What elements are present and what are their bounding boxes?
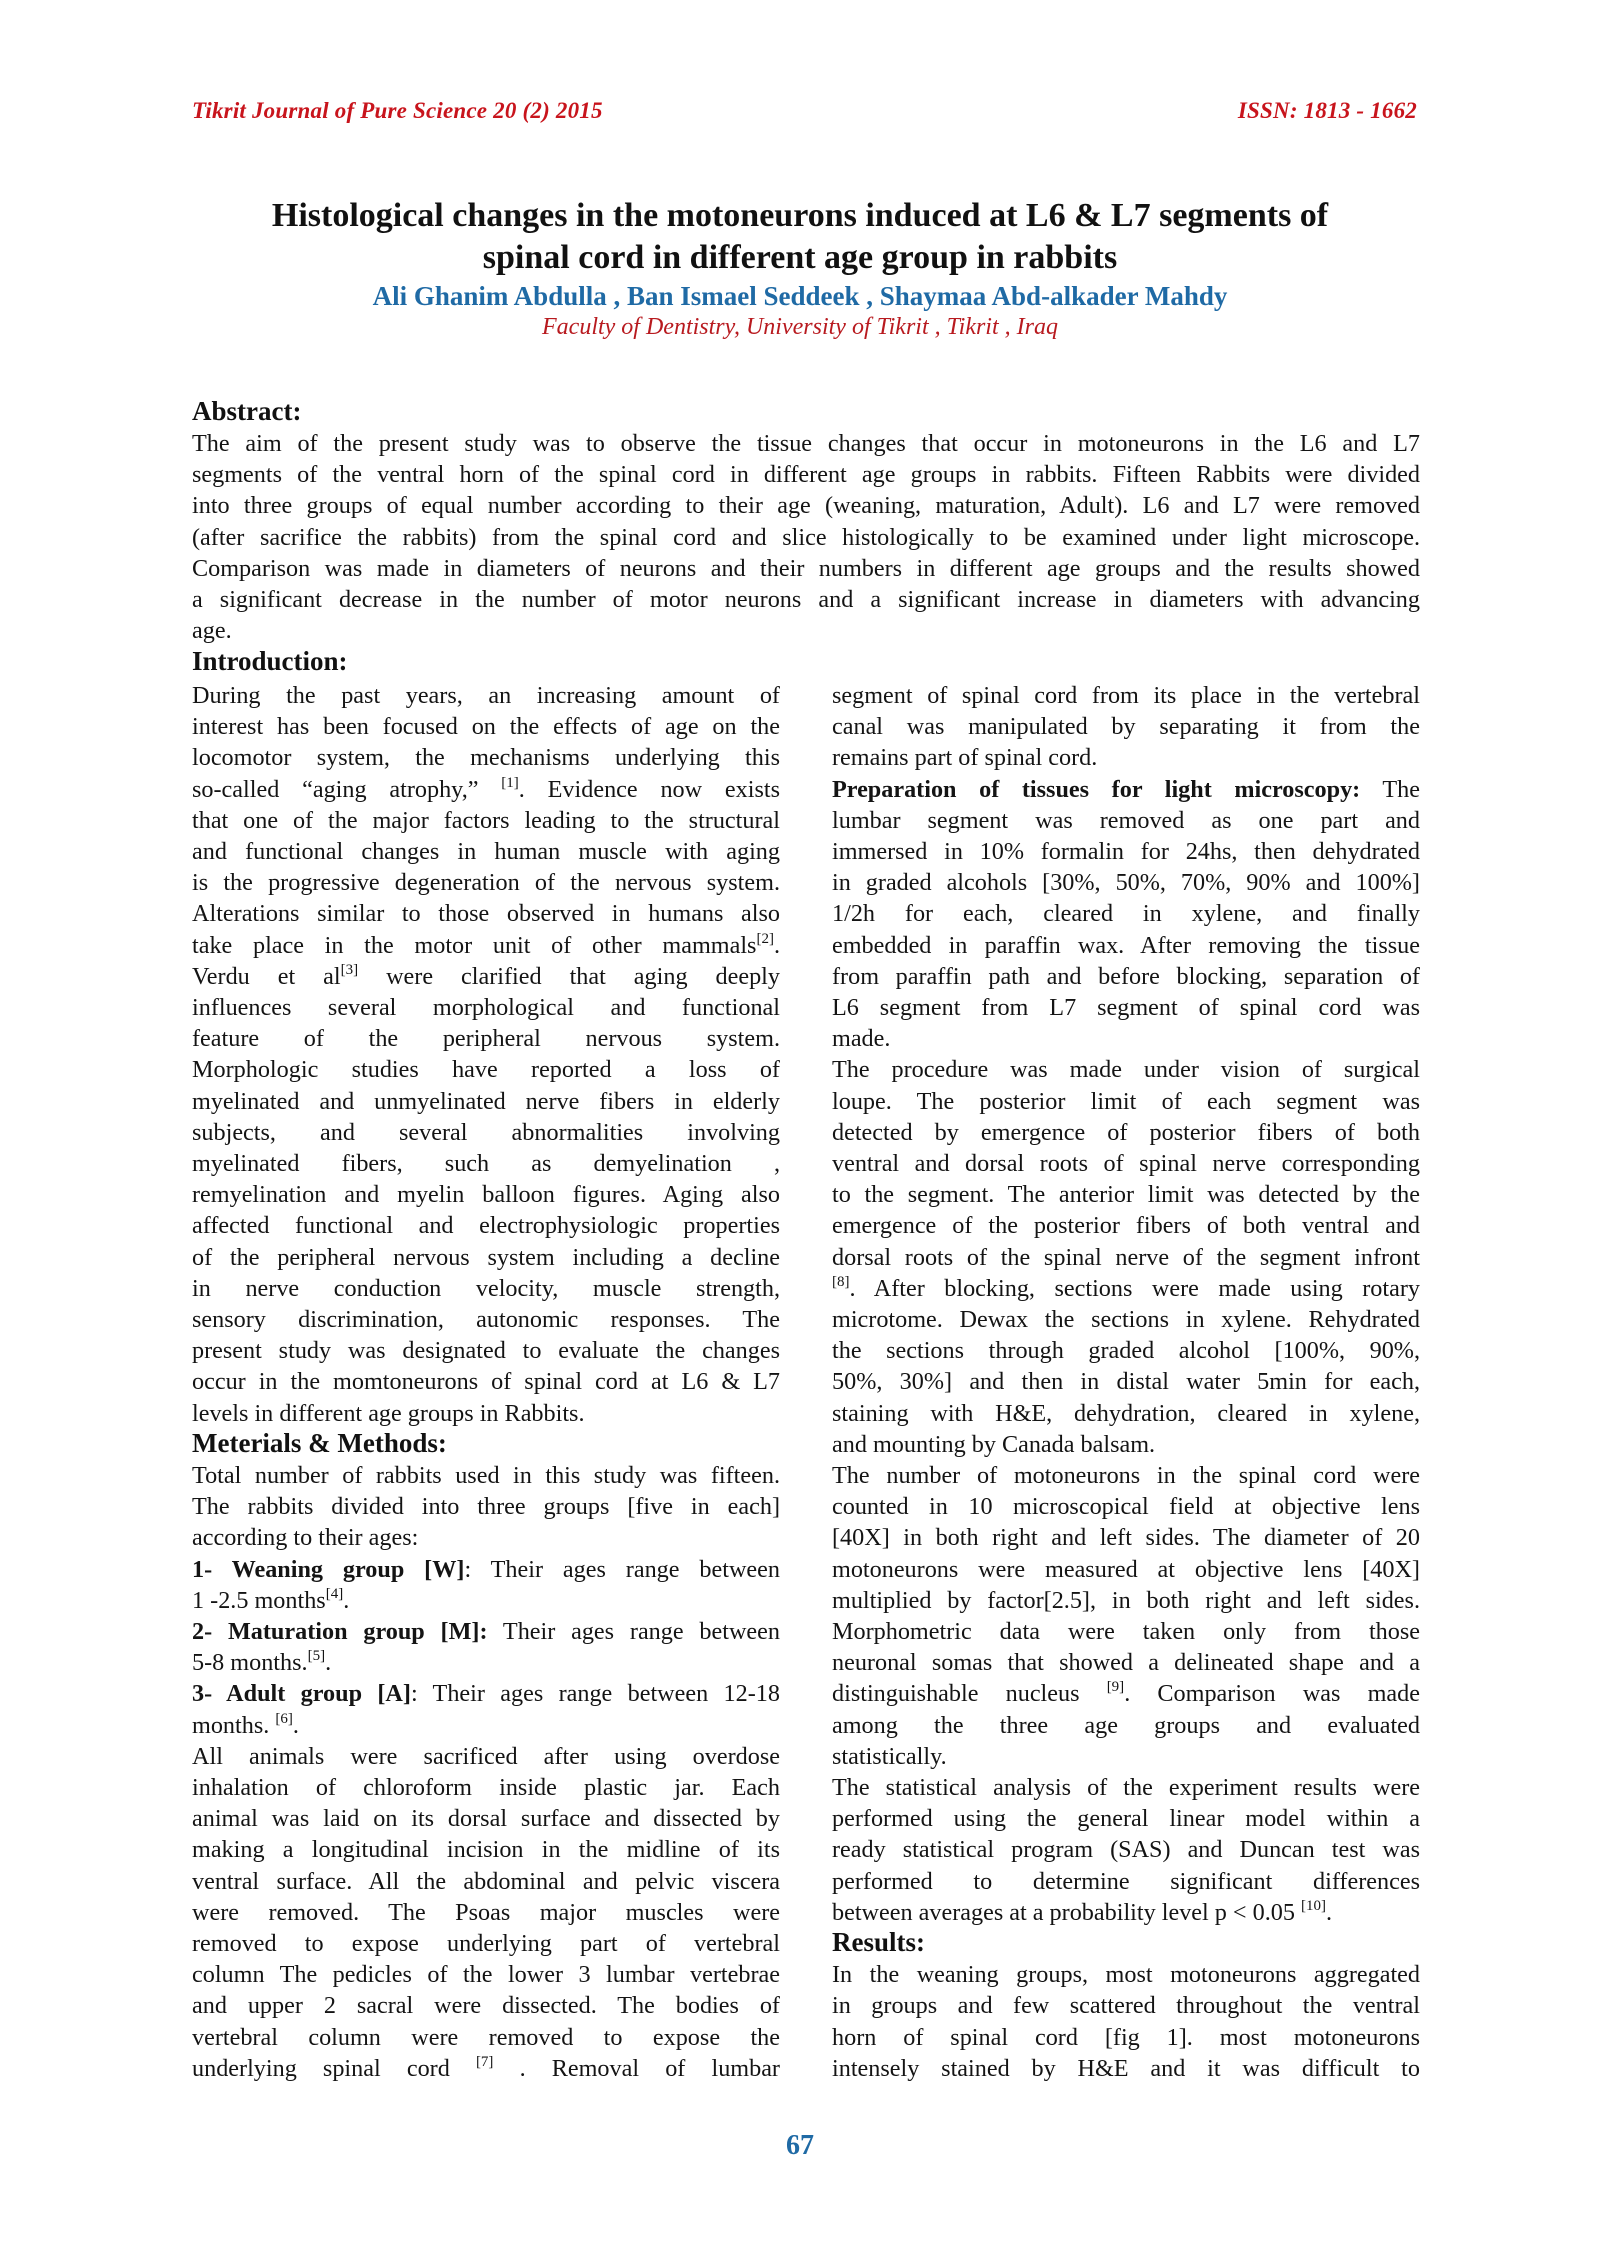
text-line [192,1242,780,1273]
text-line [192,1210,780,1241]
line-text: The [1360,775,1420,803]
text-line [832,930,1420,961]
text-line [192,1616,780,1647]
line-text: staining with H&E, dehydration, cleared in xylene, [832,1399,1420,1427]
abstract-line: a significant decrease in the number of motor neurons and a significant increase in diameters with advancing [192,586,1420,613]
paper-title-line-2: spinal cord in different age group in rabbits [482,239,1118,276]
line-text: horn of spinal cord [fig 1]. most motoneurons [832,2023,1420,2051]
text-line [192,1834,780,1865]
text-line [832,1429,1420,1460]
line-text: myelinated and unmyelinated nerve fibers in elderly [192,1087,780,1115]
text-line [192,1803,780,1834]
text-line [192,1460,780,1491]
line-text: between averages at a probability level p < 0.05 [832,1898,1301,1926]
citation-ref: [7] [475,2053,494,2070]
text-line [192,1928,780,1959]
line-text: The procedure was made under vision of surgical [832,1056,1420,1084]
line-text: microtome. Dewax the sections in xylene. Rehydrated [832,1306,1420,1333]
line-text: segment of spinal cord from its place in the vertebral [832,682,1420,709]
line-text: : Their ages range between [464,1555,780,1583]
line-text: and upper 2 sacral were dissected. The bodies of [192,1992,780,2020]
text-line [832,711,1420,742]
text-line [832,1366,1420,1397]
line-text: were removed. The Psoas major muscles were [192,1898,780,1926]
line-text: detected by emergence of posterior fibers of both [832,1118,1420,1146]
text-line [832,1741,1420,1772]
text-line [832,1866,1420,1897]
citation-ref: [3] [340,961,359,978]
text-line [192,1398,780,1429]
text-line [832,1179,1420,1210]
bold-label: 3- Adult group [A] [192,1680,411,1708]
line-text: in nerve conduction velocity, muscle strength, [192,1274,780,1302]
text-line [832,1054,1420,1085]
line-text: in groups and few scattered throughout the ventral [832,1992,1420,2020]
text-line [832,1023,1420,1054]
line-text: Total number of rabbits used in this study was fifteen. [192,1462,780,1489]
text-line [832,1398,1420,1429]
text-line [832,1210,1420,1241]
abstract-line: age. [192,617,232,645]
line-text-after: were clarified that aging deeply [358,962,780,990]
line-text: to the segment. The anterior limit was detected by the [832,1181,1420,1209]
text-line [192,1335,780,1366]
line-text: motoneurons were measured at objective lens [40X] [832,1555,1420,1583]
bold-label: Preparation of tissues for light microscopy: [832,775,1361,803]
line-text: intensely stained by H&E and it was difficult to [832,2054,1420,2082]
text-line [832,867,1420,898]
line-text: animal was laid on its dorsal surface and dissected by [192,1805,780,1833]
citation-ref: [8] [832,1273,850,1290]
abstract-line: into three groups of equal number according to their age (weaning, maturation, Adult). L6 and L7 were removed [192,492,1420,520]
line-text: making a longitudinal incision in the midline of its [192,1836,780,1864]
text-line [192,1678,780,1709]
line-text: in graded alcohols [30%, 50%, 70%, 90% and 100%] [832,869,1420,897]
line-text: dorsal roots of the spinal nerve of the segment infront [832,1243,1420,1271]
citation-ref: [10] [1301,1897,1326,1914]
line-text: present study was designated to evaluate the changes [192,1337,780,1365]
text-line [832,805,1420,836]
line-text: months. [192,1711,276,1739]
text-line [832,1647,1420,1678]
text-line [832,680,1420,711]
text-line [192,1990,780,2021]
line-text: the sections through graded alcohol [100%, 90%, [832,1337,1420,1365]
line-text: myelinated fibers, such as demyelination , [192,1150,780,1177]
line-text: The rabbits divided into three groups [five in each] [192,1493,780,1521]
line-text: underlying spinal cord [192,2054,476,2082]
line-text: of the peripheral nervous system including a decline [192,1243,780,1271]
line-text: multiplied by factor[2.5], in both right and left sides. [832,1586,1420,1614]
affiliation: Faculty of Dentistry, University of Tikrit , Tikrit , Iraq [542,314,1058,340]
line-text: L6 segment from L7 segment of spinal cord was [832,994,1420,1021]
author-list: Ali Ghanim Abdulla , Ban Ismael Seddeek , Shaymaa Abd-alkader Mahdy [372,281,1228,311]
line-text: . After blocking, sections were made using rotary [849,1274,1420,1302]
text-line [192,1772,780,1803]
line-text: among the three age groups and evaluated [832,1711,1420,1739]
text-line [832,1616,1420,1647]
line-text: feature of the peripheral nervous system. [192,1025,780,1053]
abstract-line: (after sacrifice the rabbits) from the spinal cord and slice histologically to be examined under light microscope. [192,523,1420,551]
line-text: neuronal somas that showed a delineated shape and a [832,1649,1420,1677]
line-text: loupe. The posterior limit of each segment was [832,1087,1420,1115]
text-line [192,1710,780,1741]
line-text: All animals were sacrificed after using overdose [192,1742,780,1770]
text-line [832,1803,1420,1834]
text-line [832,2053,1420,2084]
text-line [192,742,780,773]
line-text: 1 -2.5 months [192,1586,326,1614]
line-text: [40X] in both right and left sides. The diameter of 20 [832,1524,1420,1552]
text-line [192,898,780,929]
line-text: according to their ages: [192,1524,419,1552]
text-line [832,1086,1420,1117]
text-line [192,1054,780,1085]
line-text: ready statistical program (SAS) and Duncan test was [832,1836,1420,1864]
line-text-after: . Comparison was made [1124,1680,1420,1708]
line-text-after: . [292,1711,299,1739]
line-text: 1/2h for each, cleared in xylene, and finally [832,900,1420,928]
line-text: distinguishable nucleus [832,1680,1107,1708]
line-text: and mounting by Canada balsam. [832,1430,1156,1458]
line-text: remyelination and myelin balloon figures. Aging also [192,1181,780,1209]
line-text: emergence of the posterior fibers of both ventral and [832,1212,1420,1240]
line-text-after: . [773,931,780,959]
text-line [832,1678,1420,1709]
text-line [832,1304,1420,1335]
line-text: locomotor system, the mechanisms underlying this [192,744,780,772]
citation-ref: [9] [1106,1679,1125,1696]
line-text: removed to expose underlying part of vertebral [192,1930,780,1957]
text-line [832,961,1420,992]
text-line [192,930,780,961]
text-line [192,1897,780,1928]
text-line [192,774,780,805]
line-text: is the progressive degeneration of the nervous system. [192,869,780,897]
text-line [192,1585,780,1616]
introduction-heading: Introduction: [192,646,348,676]
line-text: counted in 10 microscopical field at objective lens [832,1493,1420,1521]
page-number: 67 [786,2130,814,2161]
abstract-line: segments of the ventral horn of the spinal cord in different age groups in rabbits. Fifteen Rabbits were divided [192,461,1420,489]
bold-label: 2- Maturation group [M]: [192,1618,488,1645]
line-text: and functional changes in human muscle with aging [192,838,780,865]
text-line [192,1866,780,1897]
text-line [192,1086,780,1117]
line-text: immersed in 10% formalin for 24hs, then dehydrated [832,838,1420,865]
text-line [192,867,780,898]
text-line [832,1772,1420,1803]
line-text: occur in the momtoneurons of spinal cord at L6 & L7 [192,1368,780,1396]
issn-header: ISSN: 1813 - 1662 [1237,98,1417,123]
text-line [832,898,1420,929]
line-text-after: . [343,1586,350,1614]
text-line [192,1273,780,1304]
line-text: 50%, 30%] and then in distal water 5min for each, [832,1368,1420,1396]
text-line [832,1834,1420,1865]
line-text: performed using the general linear model within a [832,1805,1420,1833]
text-line [192,961,780,992]
text-line [832,1522,1420,1553]
line-text: inhalation of chloroform inside plastic jar. Each [192,1774,780,1801]
line-text-after: . Evidence now exists [518,775,780,803]
text-line [192,805,780,836]
text-line [192,1179,780,1210]
text-line [832,1242,1420,1273]
bold-label: 1- Weaning group [W] [192,1555,465,1583]
text-line [832,1117,1420,1148]
line-text-after: . [325,1649,332,1677]
text-line [832,1554,1420,1585]
line-text: so-called “aging atrophy,” [192,775,502,803]
text-line [832,2022,1420,2053]
line-text-after: . Removal of lumbar [493,2054,780,2082]
citation-ref: [5] [307,1648,326,1665]
text-line [832,1148,1420,1179]
text-line [832,1491,1420,1522]
text-line [832,1710,1420,1741]
line-text: from paraffin path and before blocking, separation of [832,962,1420,990]
abstract-line: Comparison was made in diameters of neurons and their numbers in different age groups and the results showed [192,554,1420,582]
citation-ref: [2] [756,930,774,947]
line-text: sensory discrimination, autonomic responses. The [192,1306,780,1333]
line-text: embedded in paraffin wax. After removing the tissue [832,931,1420,959]
line-text: Their ages range between [487,1618,780,1645]
text-line [192,2053,780,2084]
text-line [832,742,1420,773]
line-text: Verdu et al [192,962,341,990]
line-text: made. [832,1025,891,1053]
line-text: performed to determine significant differences [832,1867,1420,1895]
text-line [192,1304,780,1335]
line-text: lumbar segment was removed as one part and [832,806,1420,834]
text-line [832,836,1420,867]
line-text: interest has been focused on the effects of age on the [192,713,780,741]
line-text: 5-8 months. [192,1649,308,1677]
line-text-after: . [1326,1898,1333,1926]
citation-ref: [4] [325,1585,344,1602]
line-text: : Their ages range between 12-18 [410,1680,780,1708]
line-text: subjects, and several abnormalities involving [192,1118,780,1146]
text-line [192,1522,780,1553]
line-text: Morphometric data were taken only from those [832,1618,1420,1645]
text-line [192,1117,780,1148]
line-text: remains part of spinal cord. [832,744,1098,772]
text-line [832,774,1420,805]
text-line [832,1335,1420,1366]
text-line [832,1897,1420,1928]
line-text: During the past years, an increasing amount of [192,682,780,709]
line-text: influences several morphological and functional [192,994,780,1021]
text-line [192,1959,780,1990]
line-text: The number of motoneurons in the spinal cord were [832,1462,1420,1489]
line-text: column The pedicles of the lower 3 lumbar vertebrae [192,1961,780,1989]
text-line [192,2022,780,2053]
line-text: The statistical analysis of the experiment results were [832,1774,1420,1801]
text-line [192,1366,780,1397]
abstract-heading: Abstract: [192,396,302,426]
text-line [832,992,1420,1023]
section-heading: Meterials & Methods: [192,1427,447,1458]
abstract-line: The aim of the present study was to observe the tissue changes that occur in motoneurons in the L6 and L7 [192,430,1420,457]
text-line [832,1460,1420,1491]
text-line [192,1148,780,1179]
citation-ref: [6] [275,1710,293,1727]
text-line [192,1554,780,1585]
line-text: vertebral column were removed to expose the [192,2023,780,2051]
text-line [192,711,780,742]
text-line [832,1273,1420,1304]
text-line [192,992,780,1023]
line-text: affected functional and electrophysiologic properties [192,1212,780,1240]
section-heading: Results: [832,1927,925,1957]
line-text: Morphologic studies have reported a loss of [192,1056,780,1084]
text-line [832,1585,1420,1616]
line-text: that one of the major factors leading to the structural [192,806,780,834]
paper-title-line-1: Histological changes in the motoneurons induced at L6 & L7 segments of [271,197,1329,234]
text-line [832,1959,1420,1990]
line-text: ventral surface. All the abdominal and pelvic viscera [192,1867,780,1895]
line-text: take place in the motor unit of other mammals [192,931,757,959]
text-line [192,1647,780,1678]
text-line [192,1491,780,1522]
text-line [832,1990,1420,2021]
line-text: levels in different age groups in Rabbits. [192,1399,585,1427]
line-text: ventral and dorsal roots of spinal nerve corresponding [832,1150,1420,1177]
line-text: canal was manipulated by separating it from the [832,713,1420,741]
line-text: In the weaning groups, most motoneurons aggregated [832,1961,1420,1989]
text-line [192,1741,780,1772]
text-line [192,680,780,711]
text-line [192,1023,780,1054]
line-text: statistically. [832,1742,947,1770]
line-text: Alterations similar to those observed in humans also [192,900,780,928]
citation-ref: [1] [501,774,519,791]
journal-header: Tikrit Journal of Pure Science 20 (2) 2015 [192,98,603,123]
text-line [192,836,780,867]
